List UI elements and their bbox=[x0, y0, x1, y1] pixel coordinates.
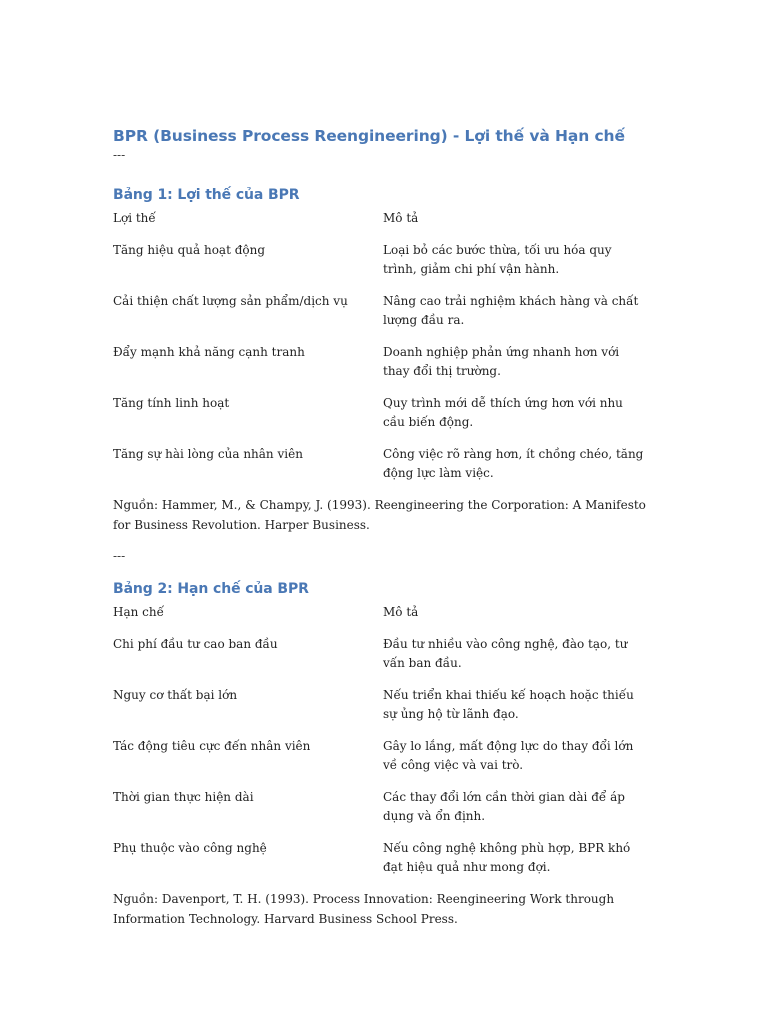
table-cell: Quy trình mới dễ thích ứng hơn với nhu cầu biến động. bbox=[383, 396, 623, 429]
document-page bbox=[113, 124, 653, 929]
table-cell: Nguy cơ thất bại lớn bbox=[113, 688, 238, 702]
table2-heading: Bảng 2: Hạn chế của BPR bbox=[113, 581, 309, 597]
table-row bbox=[113, 686, 653, 724]
advantages-table bbox=[113, 209, 653, 483]
table-row bbox=[113, 635, 653, 673]
separator: --- bbox=[113, 148, 126, 162]
limitations-table bbox=[113, 603, 653, 877]
table1-heading: Bảng 1: Lợi thế của BPR bbox=[113, 187, 300, 203]
table-header-row bbox=[113, 209, 653, 228]
table-cell: Chi phí đầu tư cao ban đầu bbox=[113, 637, 278, 651]
document-title: BPR (Business Process Reengineering) - Lợi thế và Hạn chế bbox=[113, 127, 625, 145]
table-header-cell: Mô tả bbox=[383, 605, 419, 619]
table-cell: Tăng tính linh hoạt bbox=[113, 396, 230, 410]
table-cell: Các thay đổi lớn cần thời gian dài để áp dụng và ổn định. bbox=[383, 790, 625, 823]
table-cell: Phụ thuộc vào công nghệ bbox=[113, 841, 267, 855]
table-row bbox=[113, 445, 653, 483]
table-cell: Loại bỏ các bước thừa, tối ưu hóa quy trình, giảm chi phí vận hành. bbox=[383, 243, 612, 276]
table-cell: Đẩy mạnh khả năng cạnh tranh bbox=[113, 345, 305, 359]
table-row bbox=[113, 292, 653, 330]
table-row bbox=[113, 343, 653, 381]
table-cell: Cải thiện chất lượng sản phẩm/dịch vụ bbox=[113, 294, 348, 308]
table-row bbox=[113, 394, 653, 432]
table-row bbox=[113, 839, 653, 877]
table-cell: Gây lo lắng, mất động lực do thay đổi lớn về công việc và vai trò. bbox=[383, 739, 634, 772]
table-header-cell: Mô tả bbox=[383, 211, 419, 225]
table-header-cell: Hạn chế bbox=[113, 605, 164, 619]
table-cell: Doanh nghiệp phản ứng nhanh hơn với thay đổi thị trường. bbox=[383, 345, 620, 378]
table-cell: Đầu tư nhiều vào công nghệ, đào tạo, tư vấn ban đầu. bbox=[383, 637, 628, 670]
table-header-cell: Lợi thế bbox=[113, 211, 156, 225]
table-cell: Tăng hiệu quả hoạt động bbox=[113, 243, 266, 257]
table-cell: Tác động tiêu cực đến nhân viên bbox=[113, 739, 311, 753]
table-row bbox=[113, 241, 653, 279]
table-cell: Nếu công nghệ không phù hợp, BPR khó đạt hiệu quả như mong đợi. bbox=[383, 841, 631, 874]
table-row bbox=[113, 737, 653, 775]
table1-source: Nguồn: Hammer, M., & Champy, J. (1993). Reengineering the Corporation: A Manifesto for Business Revolution. Harper Business. bbox=[113, 498, 646, 532]
table-cell: Nâng cao trải nghiệm khách hàng và chất lượng đầu ra. bbox=[383, 294, 639, 327]
table-cell: Nếu triển khai thiếu kế hoạch hoặc thiếu sự ủng hộ từ lãnh đạo. bbox=[383, 688, 634, 721]
table-cell: Tăng sự hài lòng của nhân viên bbox=[113, 447, 303, 461]
separator: --- bbox=[113, 549, 126, 563]
table2-source: Nguồn: Davenport, T. H. (1993). Process Innovation: Reengineering Work through Information Technology. Harvard Business School Press. bbox=[113, 892, 615, 926]
table-header-row bbox=[113, 603, 653, 622]
table-row bbox=[113, 788, 653, 826]
table-cell: Thời gian thực hiện dài bbox=[113, 790, 254, 804]
table-cell: Công việc rõ ràng hơn, ít chồng chéo, tăng động lực làm việc. bbox=[383, 447, 644, 480]
